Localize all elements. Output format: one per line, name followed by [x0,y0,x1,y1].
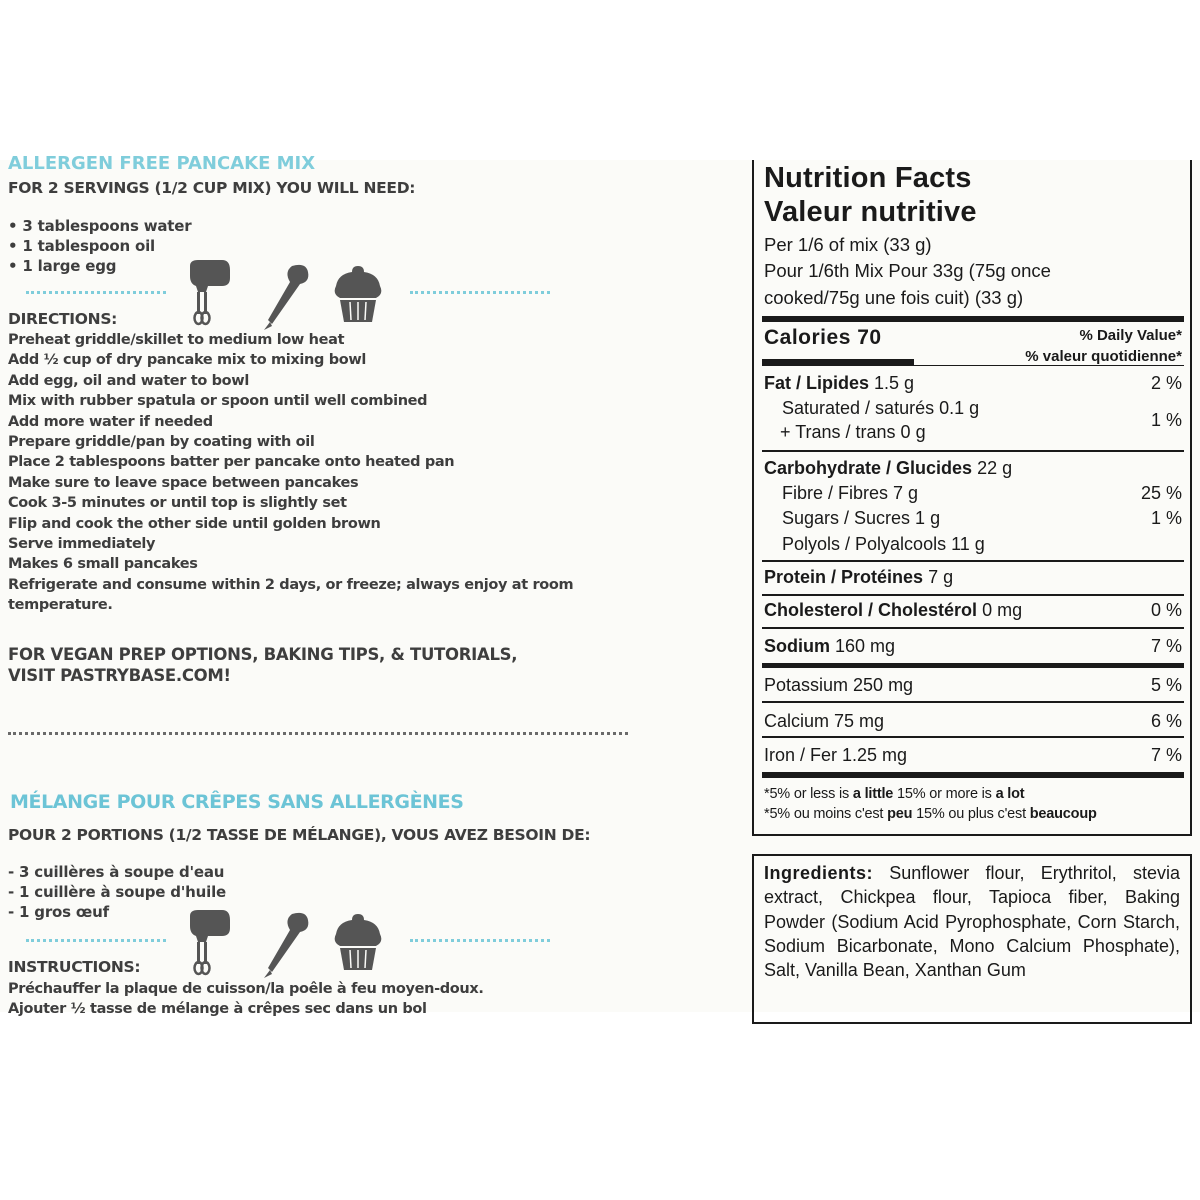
nutrition-title-en: Nutrition Facts [764,162,972,194]
polyols-row: Polyols / Polyalcools 11 g [782,534,985,554]
website-line: VISIT PASTRYBASE.COM! [8,666,231,685]
instructions-list [8,979,484,1020]
serving-size-fr-cont: cooked/75g une fois cuit) (33 g) [764,287,1024,308]
protein-row: Protein / Protéines 7 g [764,567,954,587]
footnote-en: *5% or less is a little 15% or more is a lot [764,786,1025,802]
list-item: Add ½ cup of dry pancake mix to mixing bowl [8,352,367,369]
list-item: Mix with rubber spatula or spoon until well combined [8,393,428,410]
ingredients-label: Ingredients: [764,863,874,883]
sugars-row: Sugars / Sucres 1 g 1 % [782,508,1182,528]
serving-size-fr: Pour 1/6th Mix Pour 33g (75g once [764,260,1051,281]
list-item: Add egg, oil and water to bowl [8,372,249,389]
list-item: - 1 cuillère à soupe d'huile [8,883,227,901]
list-item: Cook 3-5 minutes or until top is slightly set [8,495,347,512]
list-item: Ajouter ½ tasse de mélange à crêpes sec dans un bol [8,1001,427,1018]
carbohydrate-row: Carbohydrate / Glucides 22 g [764,458,1013,478]
potassium-row: Potassium 250 mg 5 % [764,675,1182,695]
dotted-divider [26,939,166,942]
saturated-row: Saturated / saturés 0.1 g [782,398,980,418]
footnote-fr: *5% ou moins c'est peu 15% ou plus c'est beaucoup [764,806,1097,822]
nutrition-facts-table: Nutrition Facts Valeur nutritive Per 1/6 of mix (33 g) Pour 1/6th Mix Pour 33g (75g once cooked/75g une fois cuit) (33 g) Calories 70 % Daily Value* % valeur quotidienne* Fat / Lipides 1.5 g 2 % Saturated / saturés 0.1 g 1 % + Trans / trans 0 g Carbohydrate / Glucides 22 g Fibre / Fibres 7 g 25 % Sugars / Sucres 1 g 1 % Polyols / Polyalcools 11 g Protein / Protéines 7 g Cholesterol / Cholestérol 0 mg 0 % Sodium 160 mg 7 % Potassium 250 mg 5 % Calcium 75 mg 6 % Iron / Fer 1.25 mg 7 % *5% or less is a little 15% or more is a lot *5% ou moins c'est peu 15% ou plus c'est beaucoup [752,160,1192,836]
product-label [0,153,1200,1018]
dotted-divider [26,291,166,294]
dotted-divider [410,939,550,942]
list-item: • 1 large egg [8,257,117,275]
daily-value-heading: % Daily Value* [1079,327,1182,344]
iron-row: Iron / Fer 1.25 mg 7 % [764,745,1182,765]
serving-size: Per 1/6 of mix (33 g) [764,234,932,255]
piping-bag-icon [262,262,312,332]
list-item: • 1 tablespoon oil [8,237,155,255]
rule [762,627,1184,629]
calcium-row: Calcium 75 mg 6 % [764,711,1182,731]
hand-mixer-icon [186,908,232,976]
list-item: - 1 gros œuf [8,903,109,921]
cupcake-icon [330,912,386,972]
list-item: temperature. [8,597,113,614]
list-item: Preheat griddle/skillet to medium low heat [8,332,345,348]
rule [762,365,1184,366]
list-item: - 3 cuillères à soupe d'eau [8,863,225,881]
instructions-heading: INSTRUCTIONS: [8,958,141,976]
fat-row: Fat / Lipides 1.5 g 2 % [764,373,1182,393]
list-item: Refrigerate and consume within 2 days, or freeze; always enjoy at room [8,576,574,593]
calories-label: Calories 70 [764,326,882,349]
ingredient-list [8,216,191,276]
list-item: Makes 6 small pancakes [8,556,198,573]
rule [762,450,1184,452]
sodium-row: Sodium 160 mg 7 % [764,636,1182,656]
french-servings-heading: POUR 2 PORTIONS (1/2 TASSE DE MÉLANGE), VOUS AVEZ BESOIN DE: [8,826,591,844]
dotted-divider [410,291,550,294]
section-divider [8,732,628,735]
cupcake-icon [330,264,386,324]
thick-rule [762,316,1184,322]
directions-heading: DIRECTIONS: [8,310,118,328]
cholesterol-row: Cholesterol / Cholestérol 0 mg 0 % [764,600,1182,620]
rule [762,736,1184,738]
list-item: • 3 tablespoons water [8,217,192,235]
servings-heading: FOR 2 SERVINGS (1/2 CUP MIX) YOU WILL NEED: [8,179,416,197]
ingredients-text: Sunflower flour, Erythritol, stevia extract, Chickpea flour, Tapioca fiber, Baking Powder (Sodium Acid Pyrophosphate, Corn Starch, Sodium Bicarbonate, Mono Calcium Phosphate), Salt, Vanilla Bean, Xanthan Gum [764,863,1180,981]
rule [762,701,1184,703]
trans-row: + Trans / trans 0 g [780,422,926,442]
piping-bag-icon [262,910,312,980]
list-item: Add more water if needed [8,413,213,430]
cut-off-heading: ALLERGEN FREE PANCAKE MIX [8,153,316,174]
list-item: Prepare griddle/pan by coating with oil [8,433,315,450]
nutrition-title-fr: Valeur nutritive [764,196,977,228]
list-item: Place 2 tablespoons batter per pancake onto heated pan [8,454,455,471]
list-item: Préchauffer la plaque de cuisson/la poêle à feu moyen-doux. [8,981,484,997]
fibre-row: Fibre / Fibres 7 g 25 % [782,483,1182,503]
list-item: Serve immediately [8,535,156,552]
ingredients-panel [752,854,1192,1024]
daily-value-heading-fr: % valeur quotidienne* [1025,348,1182,365]
french-title: MÉLANGE POUR CRÊPES SANS ALLERGÈNES [10,791,464,813]
rule [762,594,1184,596]
hand-mixer-icon [186,258,232,326]
thick-rule [762,663,1184,668]
visit-line: FOR VEGAN PREP OPTIONS, BAKING TIPS, & TUTORIALS, [8,645,518,664]
thick-rule [762,772,1184,778]
list-item: Flip and cook the other side until golden brown [8,515,381,532]
directions-list [8,330,573,615]
rule [762,560,1184,562]
list-item: Make sure to leave space between pancakes [8,474,359,491]
